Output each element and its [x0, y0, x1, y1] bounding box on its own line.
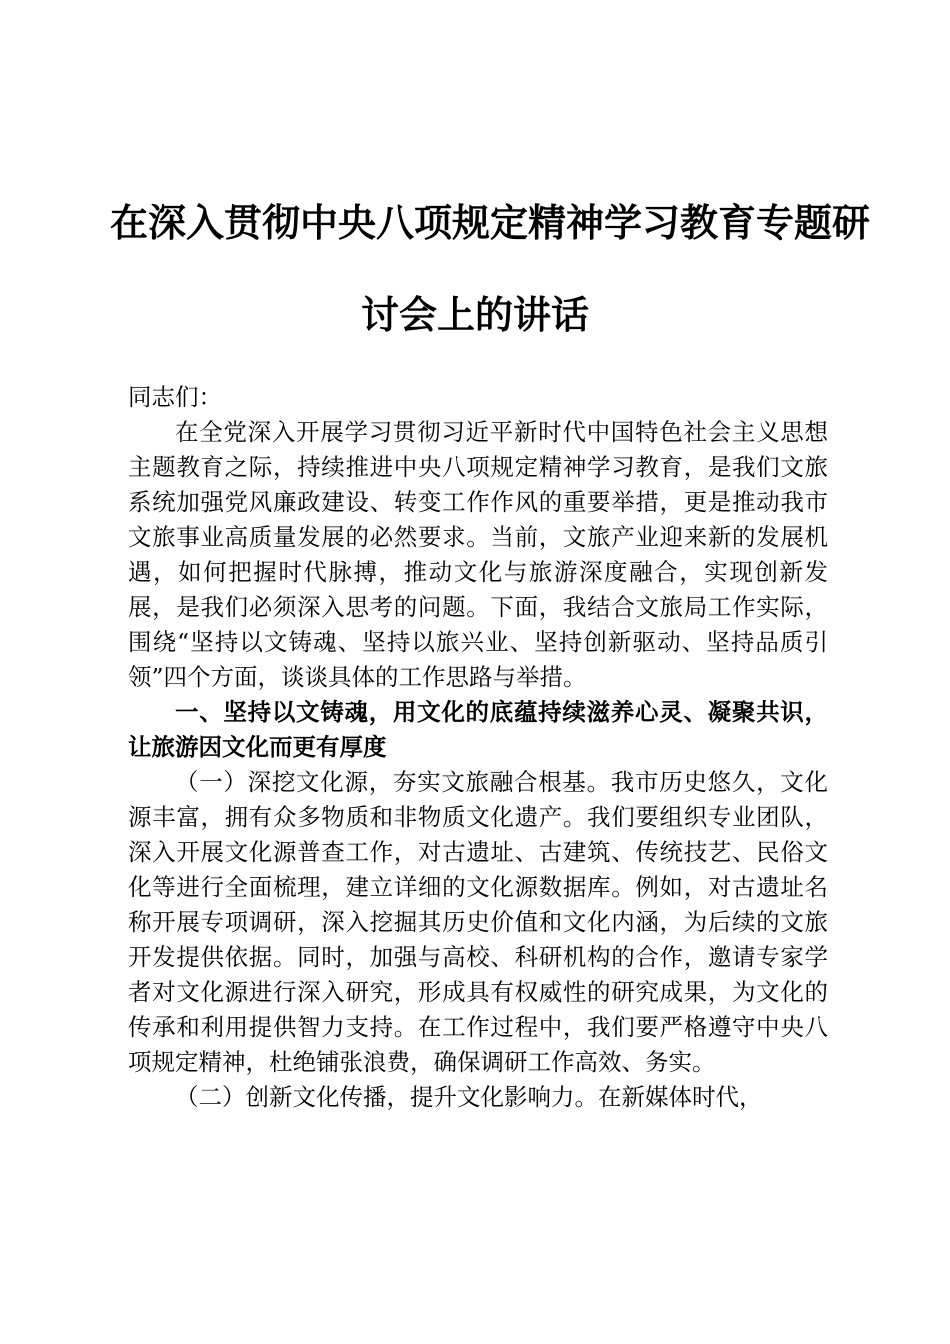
document-title-line-2: 讨会上的讲话 — [360, 293, 589, 337]
document-body — [128, 380, 828, 1115]
intro-paragraph: 在全党深入开展学习贯彻习近平新时代中国特色社会主义思想主题教育之际，持续推进中央八项规定精神学习教育，是我们文旅系统加强党风廉政建设、转变工作作风的重要举措，更是推动我市文旅事业高质量发展的必然要求。当前，文旅产业迎来新的发展机遇，如何把握时代脉搏，推动文化与旅游深度融合，实现创新发展，是我们必须深入思考的问题。下面，我结合文旅局工作实际，围绕“坚持以文铸魂、坚持以旅兴业、坚持创新驱动、坚持品质引领”四个方面，谈谈具体的工作思路与举措。 — [128, 418, 828, 691]
salutation: 同志们： — [128, 383, 222, 411]
section-1-paragraph-1: （一）深挖文化源，夯实文旅融合根基。我市历史悠久，文化源丰富，拥有众多物质和非物质文化遗产。我们要组织专业团队，深入开展文化源普查工作，对古遗址、古建筑、传统技艺、民俗文化等进行全面梳理，建立详细的文化源数据库。例如，对古遗址名称开展专项调研，深入挖掘其历史价值和文化内涵，为后续的文旅开发提供依据。同时，加强与高校、科研机构的合作，邀请专家学者对文化源进行深入研究，形成具有权威性的研究成果，为文化的传承和利用提供智力支持。在工作过程中，我们要严格遵守中央八项规定精神，杜绝铺张浪费，确保调研工作高效、务实。 — [128, 768, 828, 1076]
section-1-heading: 一、坚持以文铸魂，用文化的底蕴持续滋养心灵、凝聚共识，让旅游因文化而更有厚度 — [128, 698, 828, 761]
section-1-paragraph-2: （二）创新文化传播，提升文化影响力。在新媒体时代， — [175, 1083, 763, 1111]
document-title-line-1: 在深入贯彻中央八项规定精神学习教育专题研 — [110, 201, 871, 245]
